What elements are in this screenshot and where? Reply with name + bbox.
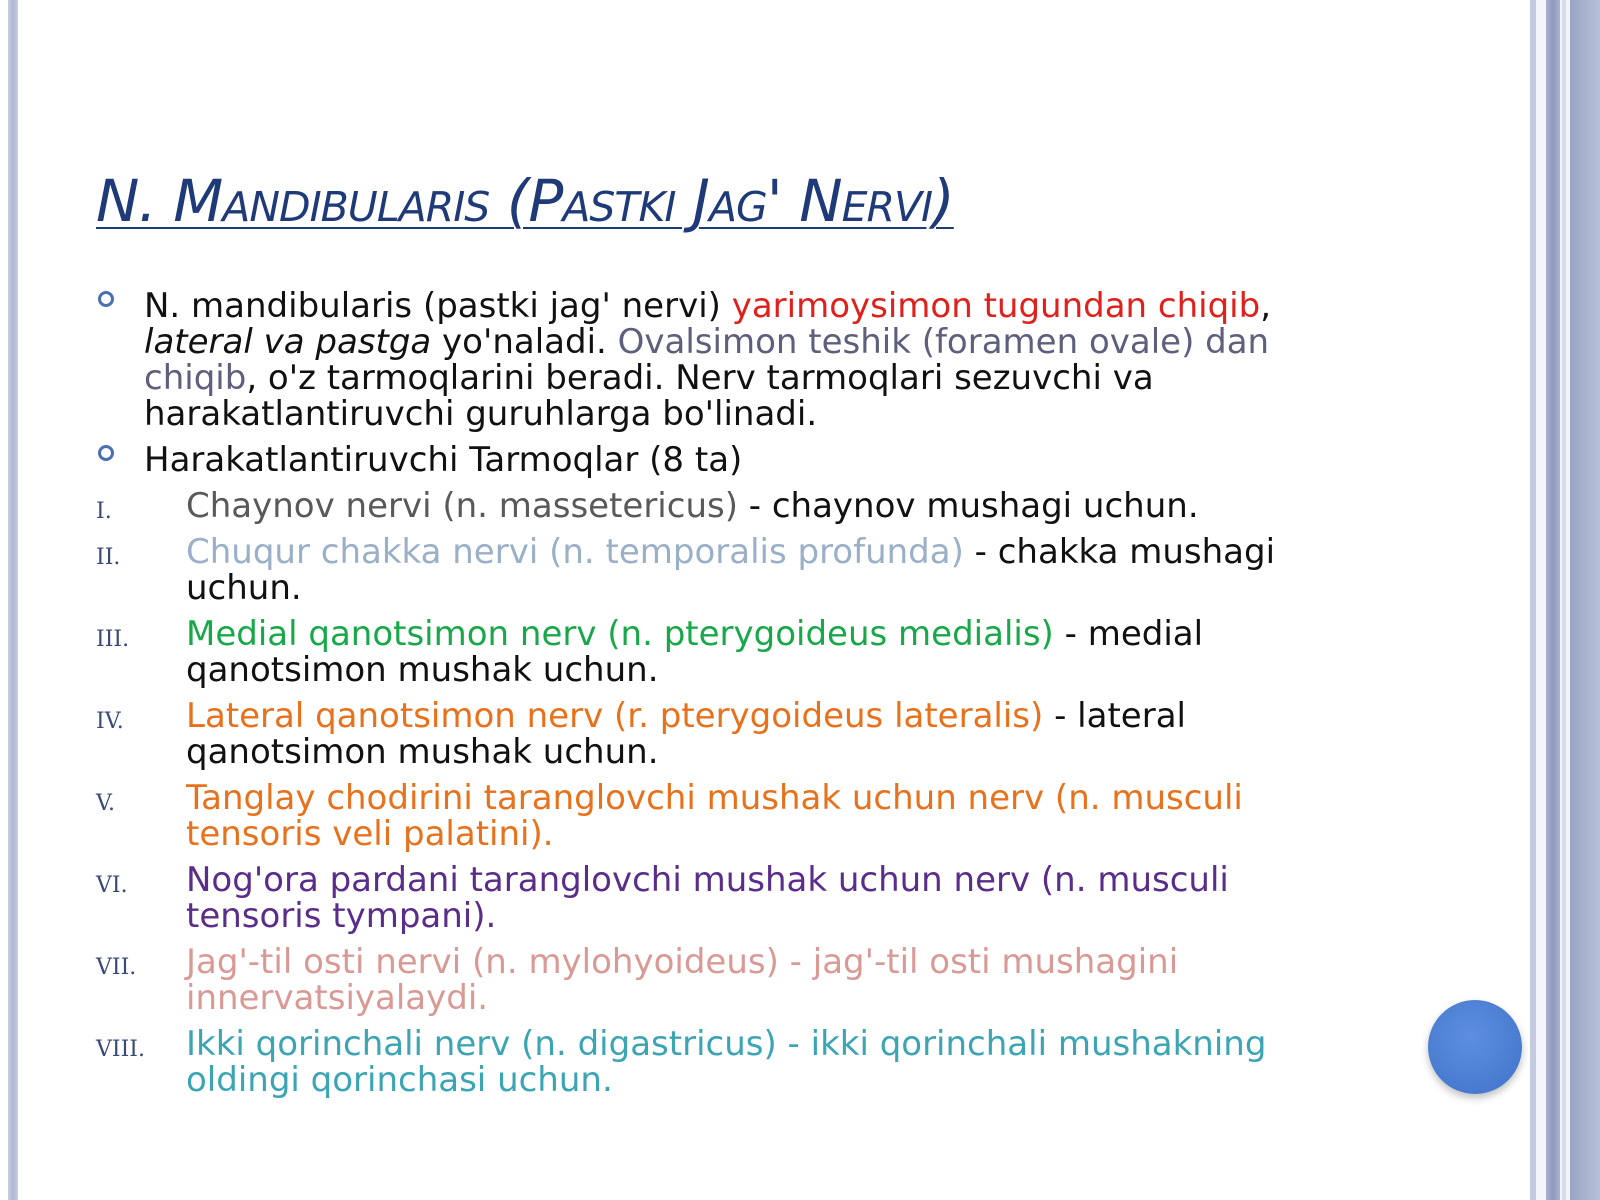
list-item [96,780,1336,852]
roman-numeral: VIII. [96,1037,145,1062]
nerve-name: Nog'ora pardani taranglovchi mushak uchun nerv (n. musculi tensoris tympani). [186,860,1229,936]
nerve-name: Chuqur chakka nervi (n. temporalis profunda) [186,532,964,572]
right-stripe [1530,0,1536,1200]
nerve-name: Chaynov nervi (n. massetericus) [186,486,738,526]
list-item [96,862,1336,934]
list-item [96,698,1336,770]
roman-numeral: V. [96,791,116,816]
nerve-name: Lateral qanotsimon nerv (r. pterygoideus lateralis) [186,696,1044,736]
slide-content [96,288,1336,1108]
circle-bullet-icon [98,291,114,307]
nerve-description: - chakka mushagi uchun. [186,532,1276,608]
bullet-item [96,442,1336,478]
navigation-circle-button[interactable] [1428,1000,1522,1094]
right-stripe [1562,0,1566,1200]
nerve-name: Medial qanotsimon nerv (n. pterygoideus medialis) [186,614,1054,654]
roman-numeral: VII. [96,955,137,980]
list-item [96,944,1336,1016]
nerve-description: - medial qanotsimon mushak uchun. [186,614,1204,690]
roman-numeral: II. [96,545,121,570]
bullet-text: N. mandibularis (pastki jag' nervi) yarimoysimon tugundan chiqib, lateral va pastga yo'naladi. Ovalsimon teshik (foramen ovale) dan chiqib, o'z tarmoqlarini beradi. Nerv tarmoqlari sezuvchi va harakatlantiruvchi guruhlarga bo'linadi. [144,286,1272,434]
list-item [96,488,1336,524]
right-stripe [1546,0,1560,1200]
bullet-item [96,288,1336,432]
slide-title: N. Mandibularis (Pastki Jag' Nervi) [96,167,954,235]
nerve-description: - lateral qanotsimon mushak uchun. [186,696,1186,772]
nerve-name: Tanglay chodirini taranglovchi mushak uchun nerv (n. musculi tensoris veli palatini). [186,778,1243,854]
nerve-name: Ikki qorinchali nerv (n. digastricus) - ikki qorinchali mushakning oldingi qorinchasi uchun. [186,1024,1267,1100]
bullet-text: Harakatlantiruvchi Tarmoqlar (8 ta) [144,440,743,480]
list-item [96,1026,1336,1098]
list-item [96,534,1336,606]
left-decorative-bar [8,0,18,1200]
roman-numeral: I. [96,499,112,524]
roman-numeral: III. [96,627,130,652]
right-stripe [1570,0,1600,1200]
list-item [96,616,1336,688]
nerve-name: Jag'-til osti nervi (n. mylohyoideus) - jag'-til osti mushagini innervatsiyalaydi. [186,942,1179,1018]
roman-numeral: IV. [96,709,124,734]
circle-bullet-icon [98,445,114,461]
roman-numeral: VI. [96,873,128,898]
nerve-description: - chaynov mushagi uchun. [737,486,1199,526]
